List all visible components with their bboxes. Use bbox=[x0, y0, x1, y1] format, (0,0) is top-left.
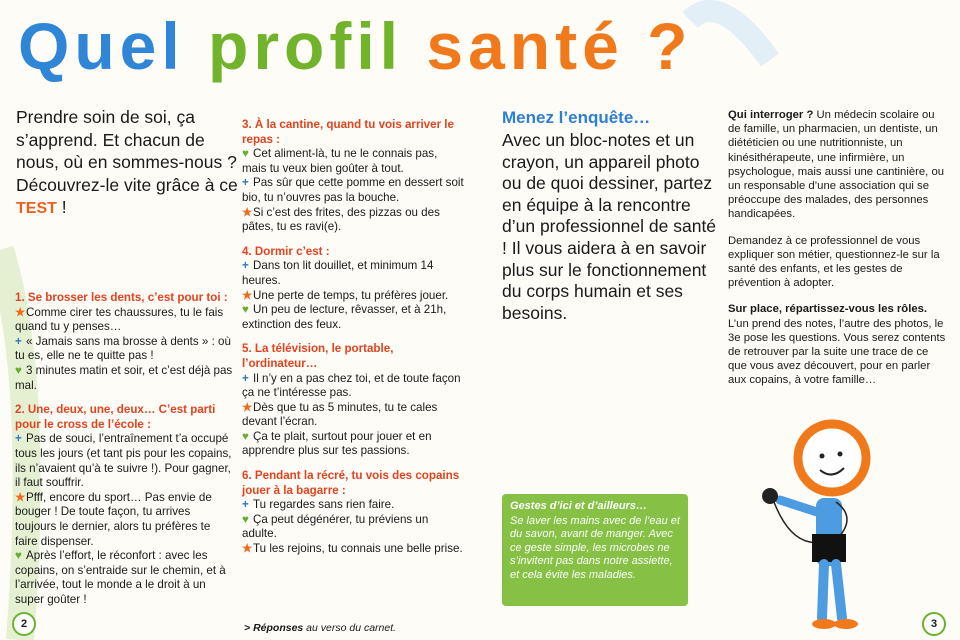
roles-heading: Sur place, répartissez-vous les rôles. bbox=[728, 303, 928, 316]
quiz-column-2 bbox=[242, 118, 464, 567]
quiz-answer bbox=[242, 401, 464, 430]
quiz-question-block bbox=[15, 403, 233, 607]
quiz-answer-text: Comme cirer tes chaussures, tu le fais quand tu y penses… bbox=[15, 305, 224, 334]
quiz-answer bbox=[242, 372, 464, 401]
quiz-answer bbox=[242, 498, 464, 513]
gestes-title: Gestes d’ici et d’ailleurs… bbox=[510, 500, 647, 512]
quiz-answer-text: Dans ton lit douillet, et minimum 14 heures. bbox=[242, 259, 434, 287]
quiz-answer-text: « Jamais sans ma brosse à dents » : où tu es, elle ne te quitte pas ! bbox=[15, 334, 231, 363]
reporter-leg bbox=[836, 564, 842, 618]
page-number-left: 2 bbox=[12, 612, 36, 636]
intro-end: ! bbox=[56, 197, 67, 217]
quiz-answer-text: Ça peut dégénérer, tu préviens un adulte. bbox=[242, 512, 429, 541]
star-icon: ★ bbox=[242, 288, 253, 302]
heart-icon: ♥ bbox=[15, 363, 22, 377]
quiz-question-block bbox=[242, 245, 464, 333]
quiz-answer bbox=[242, 259, 464, 288]
heart-icon: ♥ bbox=[242, 303, 249, 317]
heart-icon: ♥ bbox=[15, 549, 22, 563]
quiz-answer bbox=[15, 549, 233, 607]
reporter-shoe bbox=[812, 619, 836, 629]
quiz-question: 3. À la cantine, quand tu vois arriver le repas : bbox=[242, 118, 454, 146]
quiz-answer-text: Une perte de temps, tu préfères jouer. bbox=[253, 288, 449, 302]
gestes-text: Se laver les mains avec de l’eau et du savon, avant de manger. Avec ce geste simple, les microbes ne s’invitent pas dans notre assiette, et cela évite les maladies. bbox=[510, 514, 680, 581]
quiz-answer bbox=[242, 303, 464, 332]
enquete-heading: Menez l’enquête… bbox=[502, 108, 651, 127]
quiz-answer bbox=[15, 306, 233, 335]
who-heading: Qui interroger ? bbox=[728, 109, 814, 121]
quiz-answer bbox=[15, 432, 233, 490]
quiz-answer bbox=[242, 176, 464, 205]
reporter-eye bbox=[838, 452, 843, 457]
who-paragraph bbox=[728, 108, 948, 222]
plus-icon: + bbox=[242, 371, 249, 385]
title-word-3: santé ? bbox=[426, 9, 693, 83]
quiz-answer-text: Pas sûr que cette pomme en dessert soit bio, tu n’ouvres pas la bouche. bbox=[242, 176, 464, 204]
quiz-answer bbox=[242, 542, 464, 557]
quiz-answer-text: Après l’effort, le réconfort : avec les copains, on s’entraide sur le chemin, et à l’arrivée, tout le monde a le droit à un super goûter ! bbox=[15, 549, 226, 606]
reporter-head bbox=[798, 424, 866, 492]
reporter-shoe bbox=[834, 619, 858, 629]
heart-icon: ♥ bbox=[242, 147, 249, 161]
quiz-answer-text: Il n’y en a pas chez toi, et de toute façon ça ne t’intéresse pas. bbox=[242, 371, 461, 400]
reporter-arm bbox=[780, 500, 820, 513]
quiz-answer-text: Un peu de lecture, rêvasser, et à 21h, extinction des feux. bbox=[242, 303, 447, 331]
star-icon: ★ bbox=[242, 205, 253, 219]
quiz-answer-text: Pas de souci, l’entraînement t’a occupé tous les jours (et tant pis pour les copains, ils n’avaient qu’à te suivre !). Pour gagner, il faut souffrir. bbox=[15, 432, 232, 490]
star-icon: ★ bbox=[15, 490, 26, 504]
quiz-question-block bbox=[242, 469, 464, 557]
quiz-answer-text: Si c’est des frites, des pizzas ou des pâtes, tu es ravi(e). bbox=[242, 205, 440, 234]
gestes-box bbox=[502, 494, 688, 606]
quiz-answer bbox=[242, 289, 464, 304]
quiz-question: 4. Dormir c’est : bbox=[242, 244, 330, 258]
quiz-question: 2. Une, deux, une, deux… C’est parti pour le cross de l’école : bbox=[15, 403, 216, 431]
interview-guide bbox=[728, 108, 948, 400]
quiz-question-block bbox=[242, 118, 464, 235]
quiz-answer bbox=[15, 491, 233, 549]
quiz-answer-text: Cet aliment-là, tu ne le connais pas, mais tu veux bien goûter à tout. bbox=[242, 147, 438, 175]
page-number-right: 3 bbox=[922, 612, 946, 636]
quiz-answer-text: Ça te plait, surtout pour jouer et en apprendre plus sur tes passions. bbox=[242, 429, 432, 458]
microphone-icon bbox=[762, 488, 778, 504]
quiz-question: 1. Se brosser les dents, c’est pour toi : bbox=[15, 291, 228, 304]
quiz-answer bbox=[242, 206, 464, 235]
star-icon: ★ bbox=[242, 542, 253, 556]
quiz-answer-text: Pfff, encore du sport… Pas envie de bouger ! De toute façon, tu arrives toujours le dernier, alors tu préfères te faire dispenser. bbox=[15, 490, 212, 548]
title-word-2: profil bbox=[208, 9, 404, 83]
reporter-leg bbox=[822, 564, 824, 618]
footer-bold: Réponses bbox=[253, 622, 304, 634]
plus-icon: + bbox=[15, 432, 22, 446]
quiz-question: 5. La télévision, le portable, l’ordinateur… bbox=[242, 342, 394, 370]
who-text: Un médecin scolaire ou de famille, un pharmacien, un dentiste, un diététicien ou une nutritionniste, un kinésithérapeute, une infirmière, un psychologue, mais aussi une cantinière, ou un responsable d’une association qui se préoccupe des malades, des personnes handicapées. bbox=[728, 109, 945, 221]
quiz-question-block bbox=[15, 291, 233, 393]
plus-icon: + bbox=[242, 259, 249, 273]
heart-icon: ♥ bbox=[242, 429, 249, 443]
quiz-question: 6. Pendant la récré, tu vois des copains jouer à la bagarre : bbox=[242, 469, 460, 497]
quiz-answer-text: Tu regardes sans rien faire. bbox=[253, 498, 395, 512]
reporter-illustration bbox=[740, 418, 910, 640]
quiz-answer bbox=[242, 147, 464, 176]
star-icon: ★ bbox=[15, 305, 26, 319]
quiz-answer bbox=[15, 335, 233, 364]
reporter-eye bbox=[820, 454, 825, 459]
footer-text: au verso du carnet. bbox=[303, 622, 397, 634]
title-word-1: Quel bbox=[18, 9, 185, 83]
quiz-answer-text: 3 minutes matin et soir, et c’est déjà pas mal. bbox=[15, 363, 233, 392]
quiz-column-1 bbox=[15, 291, 233, 617]
quiz-answer-text: Dès que tu as 5 minutes, tu te cales devant l’écran. bbox=[242, 400, 438, 429]
footer-note bbox=[244, 622, 396, 634]
test-label: TEST bbox=[16, 200, 57, 217]
heart-icon: ♥ bbox=[242, 512, 249, 526]
plus-icon: + bbox=[242, 176, 249, 190]
intro-body: Prendre soin de soi, ça s’apprend. Et chacun de nous, où en sommes-nous ? Découvrez-le vite grâce à ce bbox=[16, 107, 238, 195]
enquete-text: Avec un bloc-notes et un crayon, un appareil photo ou de quoi dessiner, partez en équipe à la rencontre d’un professionnel de santé ! Il vous aidera à en savoir plus sur le fonctionnement du corps humain et ses besoins. bbox=[502, 130, 717, 323]
quiz-answer bbox=[242, 513, 464, 542]
star-icon: ★ bbox=[242, 400, 253, 414]
quiz-question-block bbox=[242, 342, 464, 459]
roles-text: L’un prend des notes, l’autre des photos, le 3e pose les questions. Vous serez contents de retrouver par la suite une trace de ce que vous avez découvert, pour en parler aux copains, à votre famille… bbox=[728, 317, 946, 387]
quiz-answer bbox=[242, 430, 464, 459]
page-title bbox=[18, 6, 692, 86]
quiz-answer bbox=[15, 364, 233, 393]
quiz-answer-text: Tu les rejoins, tu connais une belle prise. bbox=[253, 542, 463, 556]
recorder-bag bbox=[812, 534, 846, 562]
roles-paragraph bbox=[728, 302, 948, 387]
footer-arrow: > bbox=[244, 622, 251, 634]
plus-icon: + bbox=[242, 498, 249, 512]
plus-icon: + bbox=[15, 334, 22, 348]
ask-paragraph: Demandez à ce professionnel de vous expliquer son métier, questionnez-le sur la santé des enfants, et les gestes de prévention à adopter. bbox=[728, 234, 940, 290]
intro-text bbox=[16, 106, 241, 221]
